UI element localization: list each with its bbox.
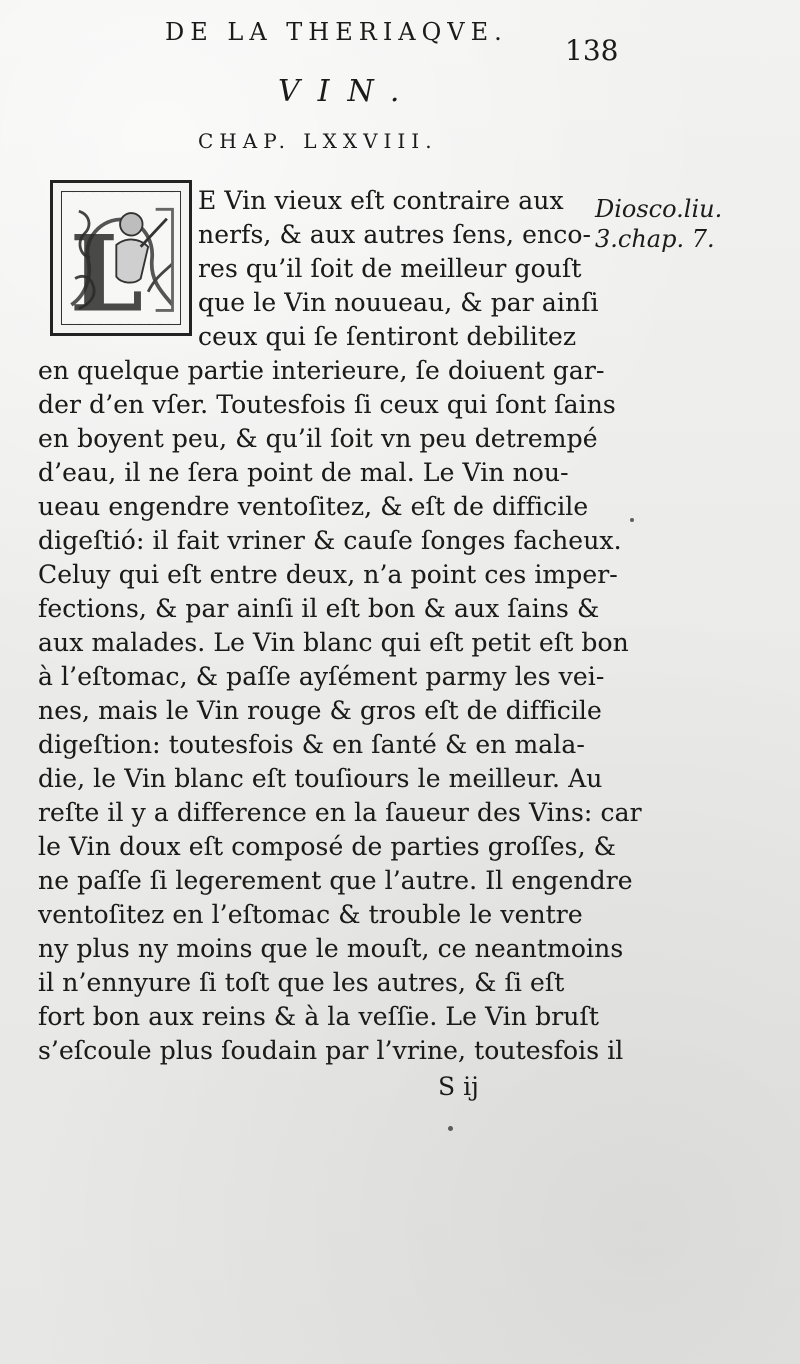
- decorated-initial-illustration: [61, 191, 181, 325]
- body-line: ventoſitez en l’eſtomac & trouble le ventre: [38, 900, 583, 929]
- ink-speck: [630, 518, 634, 522]
- body-line: digeſtion: toutesfois & en ſanté & en mala-: [38, 730, 585, 759]
- body-line: nerfs, & aux autres ſens, enco-: [198, 220, 592, 249]
- chapter-heading: CHAP. LXXVIII.: [198, 129, 438, 153]
- margin-note-line: Diosco.liu.: [595, 195, 723, 223]
- body-line: en boyent peu, & qu’il ſoit vn peu detrempé: [38, 424, 598, 453]
- decorated-initial: [50, 180, 192, 336]
- body-line: à l’eſtomac, & paſſe ayſément parmy les vei-: [38, 662, 605, 691]
- body-line: en quelque partie interieure, ſe doiuent gar-: [38, 356, 605, 385]
- body-line: nes, mais le Vin rouge & gros eſt de difficile: [38, 696, 602, 725]
- catchword: S ij: [438, 1072, 479, 1101]
- body-line: der d’en vſer. Toutesfois ſi ceux qui ſont ſains: [38, 390, 616, 419]
- running-head: DE LA THERIAQVE.: [165, 18, 508, 46]
- body-line: res qu’il ſoit de meilleur gouſt: [198, 254, 582, 283]
- section-title: VIN.: [278, 74, 418, 109]
- margin-note-line: 3.chap. 7.: [595, 225, 715, 253]
- body-line: le Vin doux eſt composé de parties groſſes, &: [38, 832, 617, 861]
- body-line: Celuy qui eſt entre deux, n’a point ces imper-: [38, 560, 618, 589]
- ink-speck: [448, 1126, 453, 1131]
- body-line: die, le Vin blanc eſt touſiours le meilleur. Au: [38, 764, 603, 793]
- body-line: que le Vin nouueau, & par ainſi: [198, 288, 599, 317]
- initial-letter: L: [69, 212, 144, 324]
- body-line: aux malades. Le Vin blanc qui eſt petit eſt bon: [38, 628, 629, 657]
- page-number: 138: [565, 34, 619, 67]
- body-line: ny plus ny moins que le mouſt, ce neantmoins: [38, 934, 624, 963]
- body-line: il n’ennyure ſi toſt que les autres, & ſi eſt: [38, 968, 565, 997]
- body-line: digeſtió: il fait vriner & cauſe ſonges facheux.: [38, 526, 622, 555]
- body-line: reſte il y a difference en la ſaueur des Vins: car: [38, 798, 642, 827]
- body-line: ceux qui ſe ſentiront debilitez: [198, 322, 577, 351]
- body-line: E Vin vieux eſt contraire aux: [198, 186, 564, 215]
- body-line: fort bon aux reins & à la veſſie. Le Vin bruſt: [38, 1002, 599, 1031]
- body-line: ne paſſe ſi legerement que l’autre. Il engendre: [38, 866, 633, 895]
- body-line: fections, & par ainſi il eſt bon & aux ſains &: [38, 594, 600, 623]
- body-line: s’eſcoule plus ſoudain par l’vrine, toutesfois il: [38, 1036, 624, 1065]
- body-line: ueau engendre ventoſitez, & eſt de difficile: [38, 492, 589, 521]
- body-line: d’eau, il ne ſera point de mal. Le Vin nou-: [38, 458, 569, 487]
- margin-note: [595, 194, 785, 254]
